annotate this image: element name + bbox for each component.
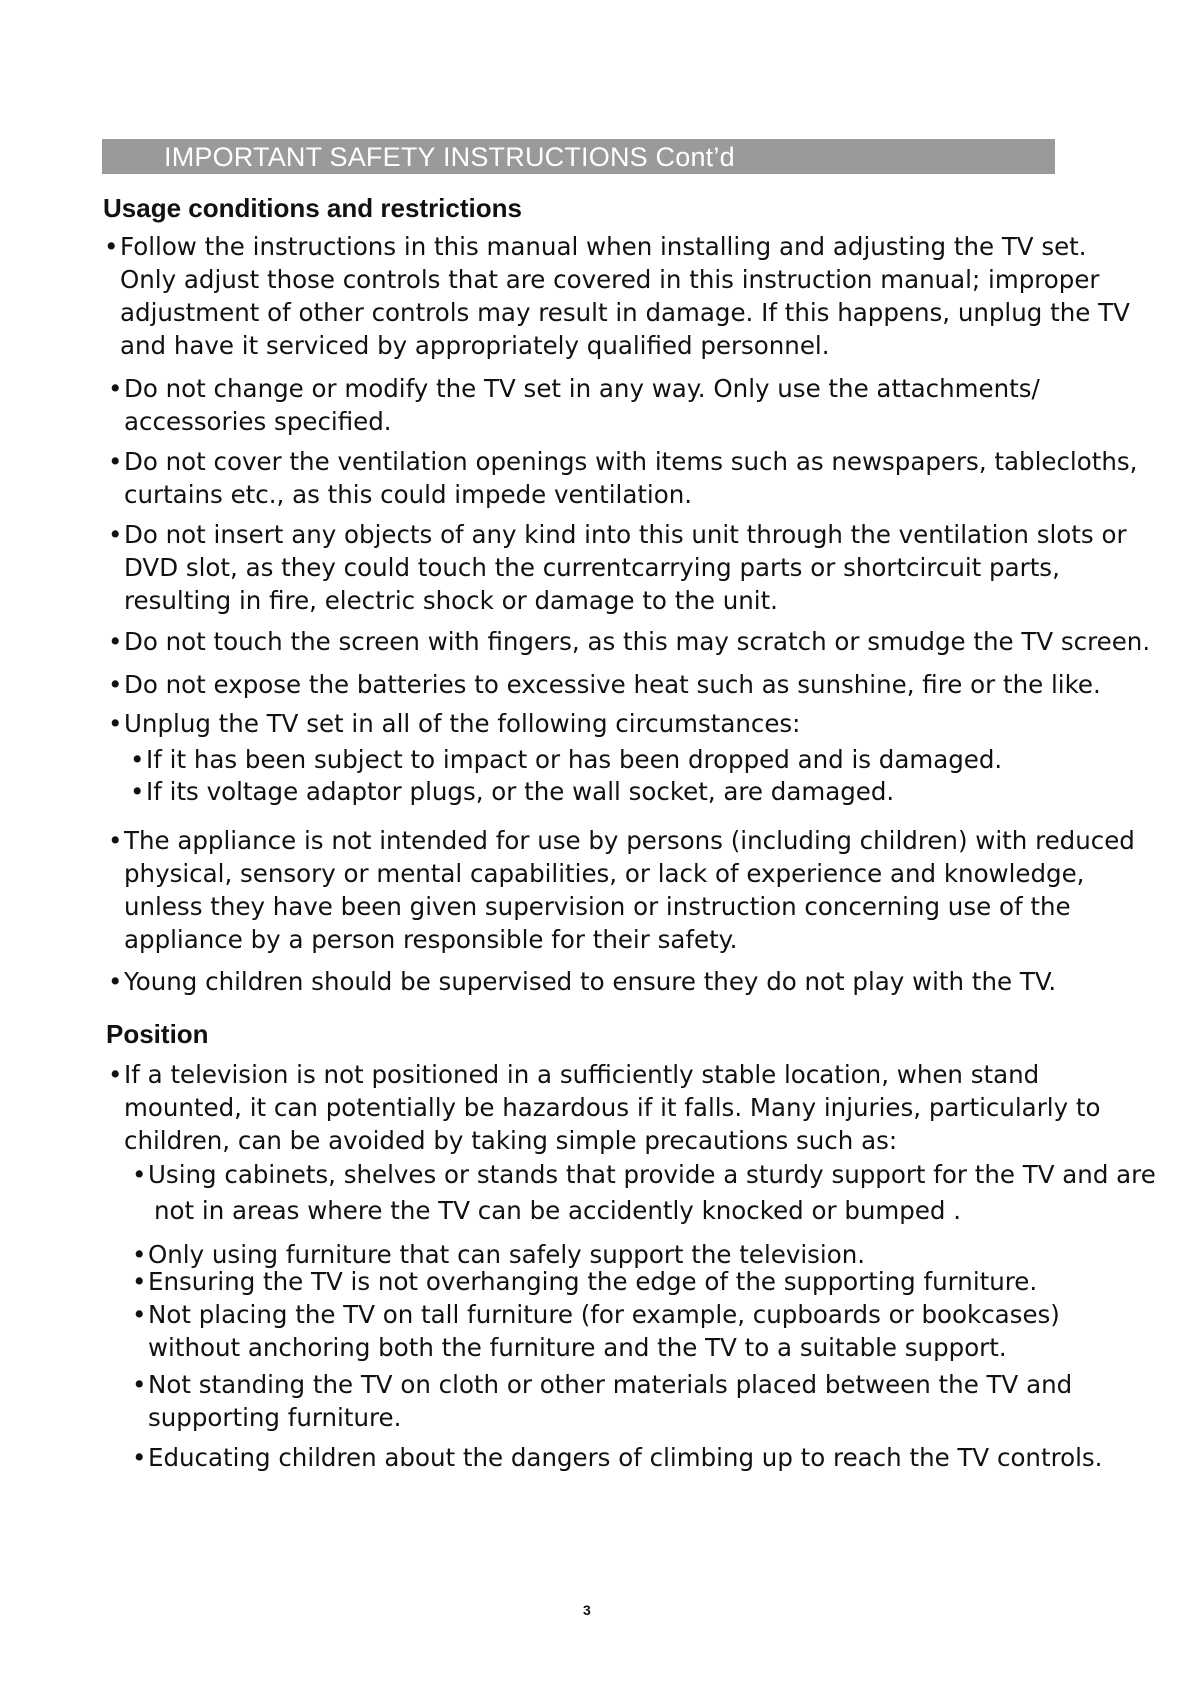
bullet-icon: • [130, 777, 145, 806]
bullet-icon: • [132, 1370, 147, 1399]
bullet-icon: • [132, 1300, 147, 1329]
banner-title: IMPORTANT SAFETY INSTRUCTIONS Cont’d [164, 142, 735, 172]
page-number: 3 [583, 1602, 591, 1618]
bullet-icon: • [130, 745, 145, 774]
sub-list-item [132, 1157, 1191, 1229]
sub-list-item [130, 743, 1191, 776]
item-line: If it has been subject to impact or has been dropped and is damaged. [146, 745, 1003, 774]
bullet-icon: • [108, 709, 123, 738]
item-line: Do not insert any objects of any kind into this unit through the ventilation slots or [124, 520, 1127, 549]
item-line: Educating children about the dangers of climbing up to reach the TV controls. [148, 1443, 1103, 1472]
list-item [104, 230, 1180, 362]
item-line: unless they have been given supervision or instruction concerning use of the [124, 892, 1071, 921]
list-item [108, 824, 1184, 956]
section-banner [102, 139, 1055, 174]
item-line: Not standing the TV on cloth or other materials placed between the TV and [148, 1370, 1073, 1399]
sub-list-item [132, 1298, 1191, 1364]
list-item [108, 707, 1184, 740]
item-line: Only using furniture that can safely support the television. [148, 1240, 866, 1269]
item-line: Follow the instructions in this manual when installing and adjusting the TV set. [120, 232, 1087, 261]
item-line: The appliance is not intended for use by persons (including children) with reduced [124, 826, 1135, 855]
bullet-icon: • [108, 1060, 123, 1089]
bullet-icon: • [108, 520, 123, 549]
list-item [108, 518, 1184, 617]
sub-list-item [132, 1441, 1191, 1474]
item-line: curtains etc., as this could impede ventilation. [124, 480, 693, 509]
item-line: and have it serviced by appropriately qualified personnel. [120, 331, 830, 360]
item-line: Young children should be supervised to ensure they do not play with the TV. [124, 967, 1057, 996]
bullet-icon: • [108, 826, 123, 855]
item-line: children, can be avoided by taking simple precautions such as: [124, 1126, 898, 1155]
item-line: Only adjust those controls that are covered in this instruction manual; improper [120, 265, 1100, 294]
heading-usage-conditions: Usage conditions and restrictions [103, 193, 522, 223]
item-line: resulting in fire, electric shock or damage to the unit. [124, 586, 778, 615]
bullet-icon: • [132, 1240, 147, 1269]
item-line: physical, sensory or mental capabilities, or lack of experience and knowledge, [124, 859, 1085, 888]
bullet-icon: • [108, 967, 123, 996]
list-item [108, 625, 1184, 658]
item-line: without anchoring both the furniture and the TV to a suitable support. [148, 1333, 1007, 1362]
sub-list-item [130, 775, 1191, 808]
item-line: appliance by a person responsible for their safety. [124, 925, 738, 954]
bullet-icon: • [104, 232, 119, 261]
item-line: Do not change or modify the TV set in any way. Only use the attachments/ [124, 374, 1040, 403]
item-line: Unplug the TV set in all of the following circumstances: [124, 709, 801, 738]
bullet-icon: • [108, 374, 123, 403]
item-line: Ensuring the TV is not overhanging the edge of the supporting furniture. [148, 1267, 1038, 1296]
bullet-icon: • [132, 1160, 147, 1189]
bullet-icon: • [132, 1443, 147, 1472]
list-item [108, 1058, 1184, 1157]
item-line: Do not expose the batteries to excessive heat such as sunshine, fire or the like. [124, 670, 1101, 699]
item-line: supporting furniture. [148, 1403, 402, 1432]
item-line: accessories specified. [124, 407, 392, 436]
heading-position: Position [106, 1019, 209, 1049]
item-line: Not placing the TV on tall furniture (for example, cupboards or bookcases) [148, 1300, 1060, 1329]
bullet-icon: • [108, 627, 123, 656]
item-line: Do not touch the screen with fingers, as this may scratch or smudge the TV screen. [124, 627, 1151, 656]
item-line: Do not cover the ventilation openings with items such as newspapers, tablecloths, [124, 447, 1138, 476]
item-line: DVD slot, as they could touch the currentcarrying parts or shortcircuit parts, [124, 553, 1060, 582]
sub-list-item [132, 1368, 1191, 1434]
bullet-icon: • [108, 670, 123, 699]
item-line: adjustment of other controls may result in damage. If this happens, unplug the TV [120, 298, 1130, 327]
bullet-icon: • [132, 1267, 147, 1296]
sub-list-item [132, 1265, 1191, 1298]
item-line: mounted, it can potentially be hazardous if it falls. Many injuries, particularly to [124, 1093, 1101, 1122]
bullet-icon: • [108, 447, 123, 476]
item-line: Using cabinets, shelves or stands that provide a sturdy support for the TV and are [148, 1160, 1156, 1189]
item-line: not in areas where the TV can be accidently knocked or bumped . [154, 1196, 962, 1225]
list-item [108, 668, 1184, 701]
list-item [108, 445, 1184, 511]
item-line: If a television is not positioned in a sufficiently stable location, when stand [124, 1060, 1040, 1089]
list-item [108, 372, 1184, 438]
list-item [108, 965, 1184, 998]
item-line: If its voltage adaptor plugs, or the wall socket, are damaged. [146, 777, 895, 806]
